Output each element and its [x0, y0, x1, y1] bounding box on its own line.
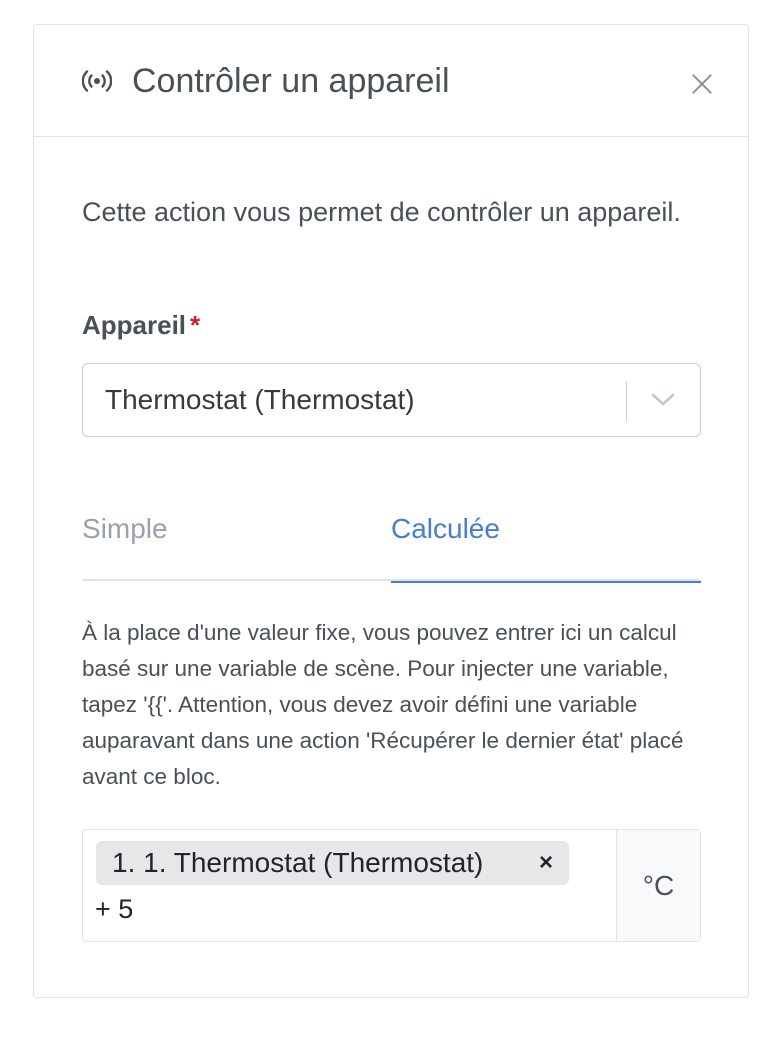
card-title: Contrôler un appareil [132, 62, 450, 100]
tab-simple[interactable]: Simple [82, 513, 168, 544]
calculation-input[interactable] [83, 830, 617, 941]
device-select-value: Thermostat (Thermostat) [105, 384, 415, 415]
action-description: Cette action vous permet de contrôler un appareil. [82, 197, 681, 227]
broadcast-icon [82, 69, 112, 93]
calculation-input-group [82, 829, 701, 942]
required-mark: * [190, 310, 201, 340]
select-divider [626, 381, 627, 421]
close-icon[interactable] [690, 71, 714, 95]
card-header [34, 25, 748, 137]
device-select[interactable] [82, 363, 701, 437]
tab-calculated[interactable]: Calculée [391, 497, 701, 583]
device-label-text: Appareil [82, 310, 187, 340]
variable-tag-label: 1. 1. Thermostat (Thermostat) [112, 847, 484, 878]
variable-tag[interactable] [96, 841, 569, 885]
calculation-help-text: À la place d'une valeur fixe, vous pouvez entrer ici un calcul basé sur une variable de scène. Pour injecter une variable, tapez '{{'. Attention, vous devez avoir défini une variable auparavant dans une action 'Récupérer le dernier état' placé avant ce bloc. [82, 620, 684, 789]
chevron-down-icon[interactable] [649, 391, 677, 409]
tag-remove-icon[interactable]: × [538, 849, 553, 876]
value-mode-tabs [82, 497, 701, 581]
device-field-label [82, 310, 200, 341]
unit-addon: °C [617, 830, 700, 941]
control-device-card [33, 24, 749, 998]
expression-text: + 5 [95, 894, 134, 924]
